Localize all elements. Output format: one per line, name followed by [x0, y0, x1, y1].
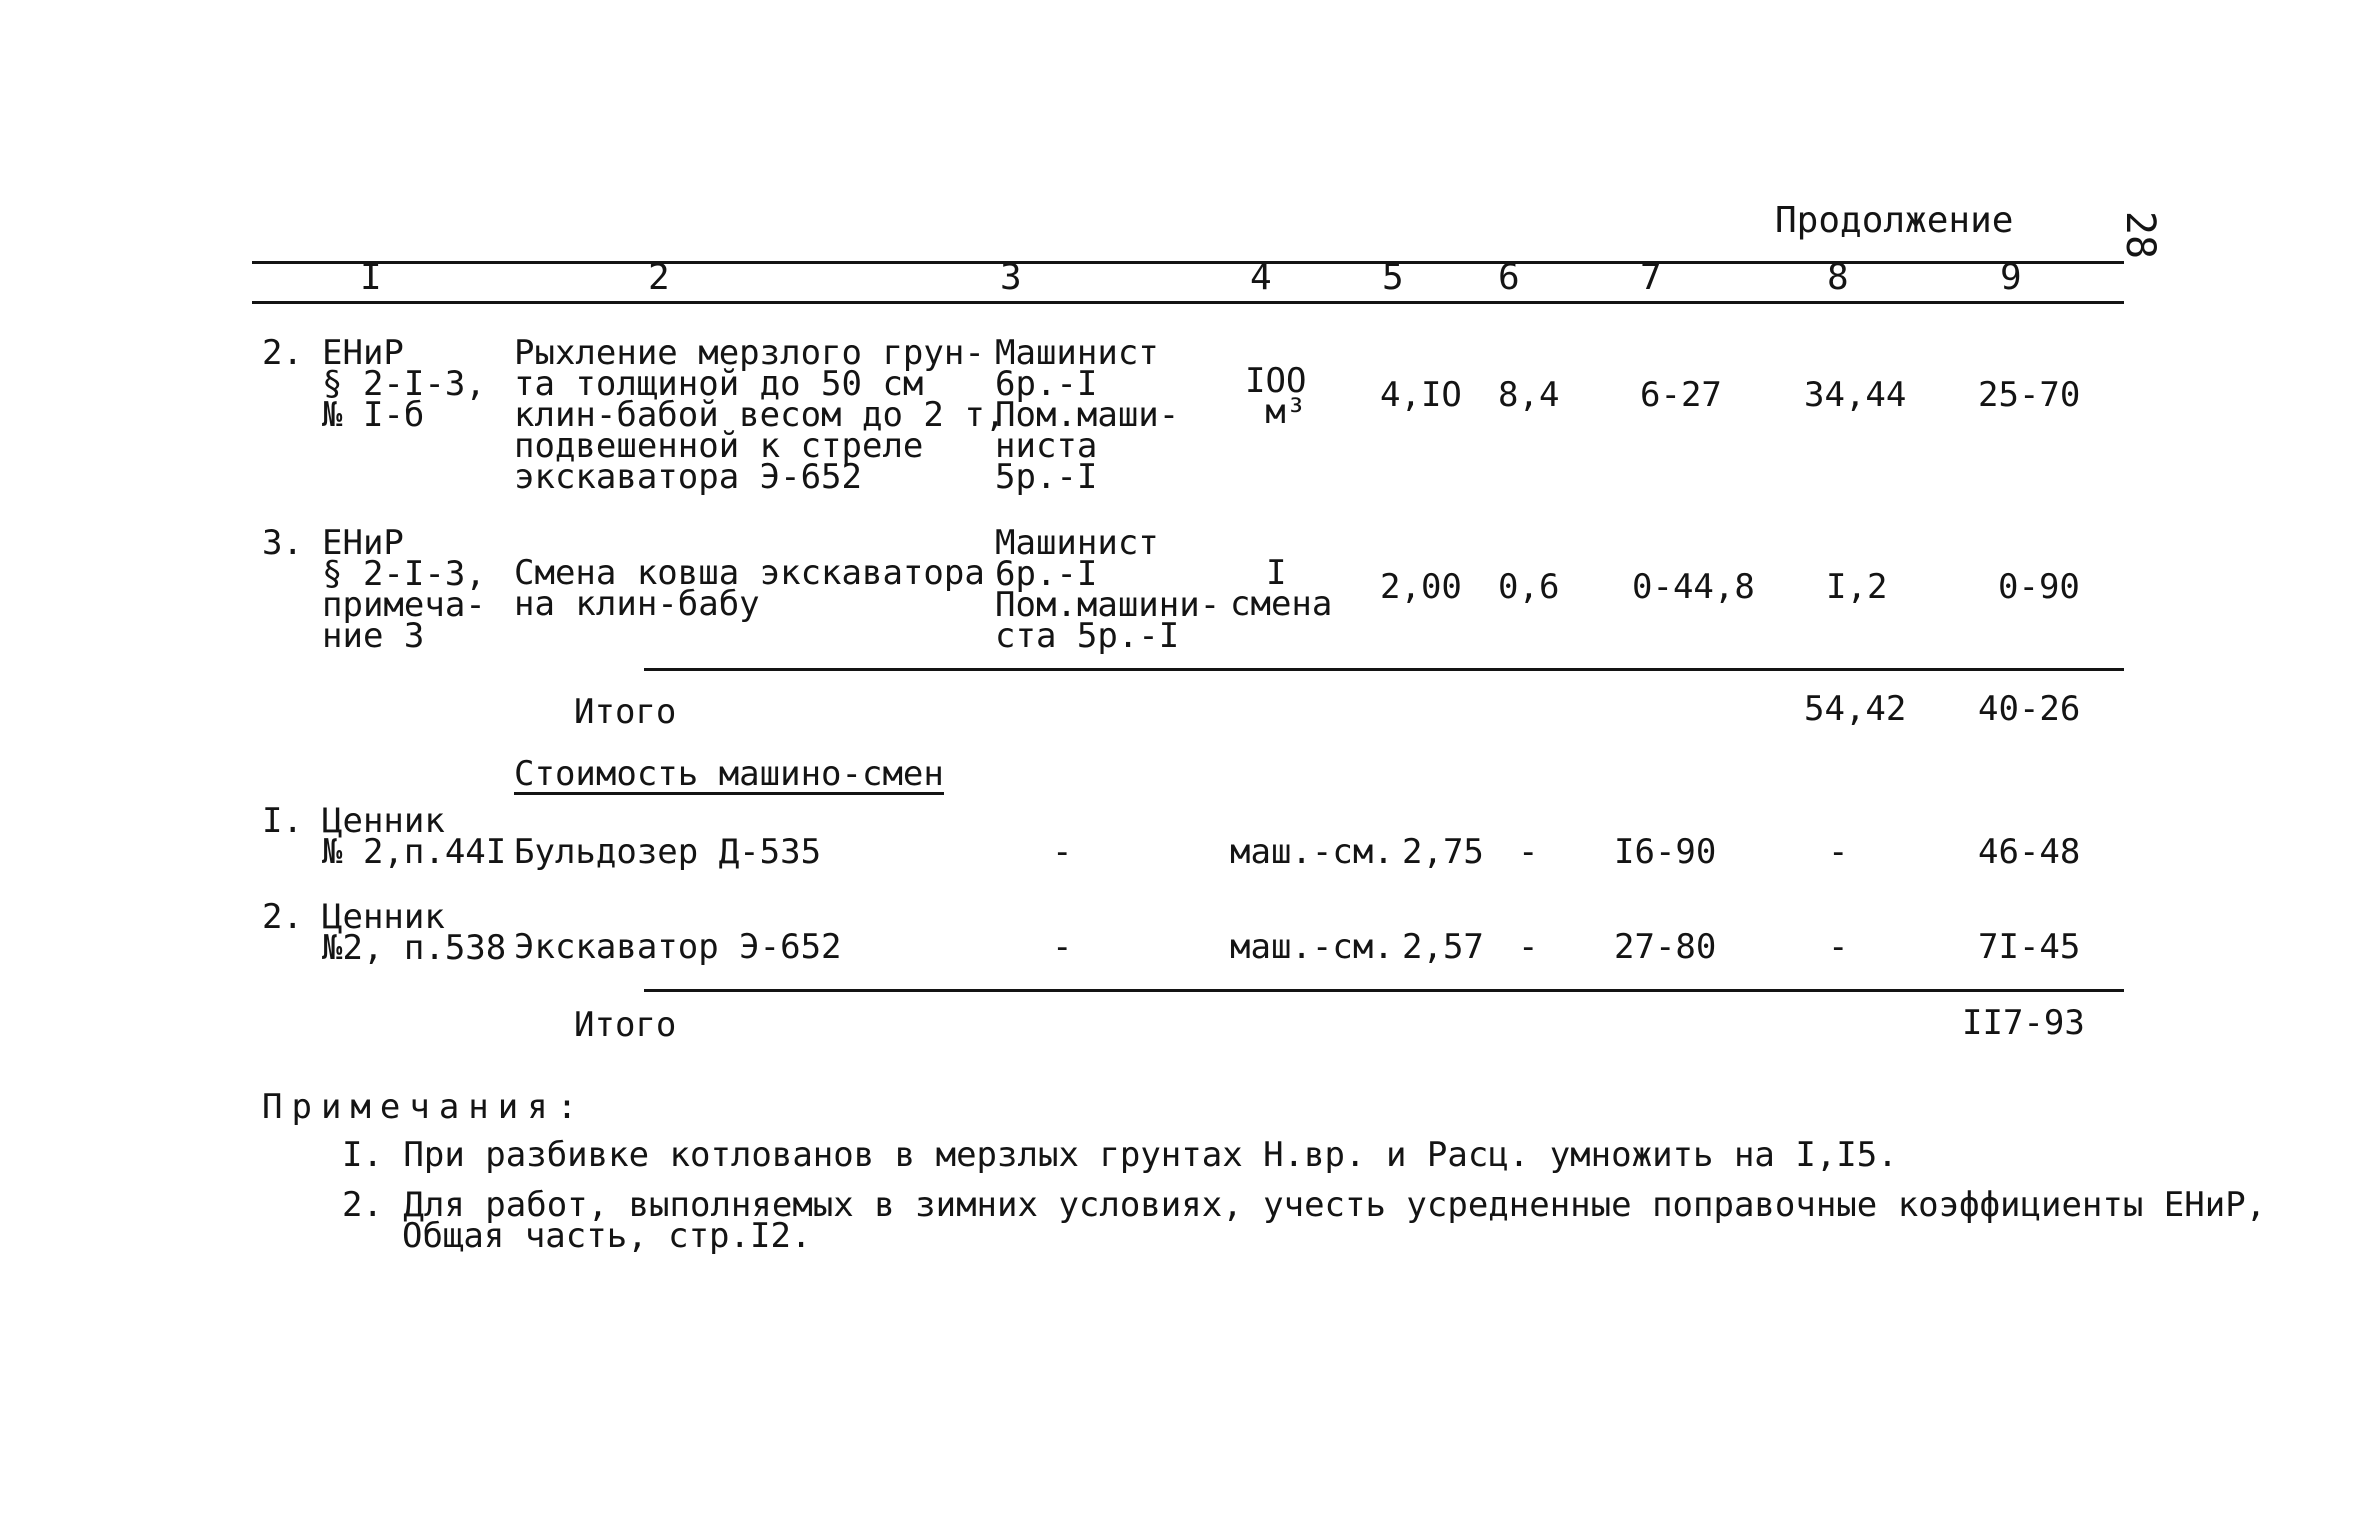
- row-number: 2.: [262, 897, 303, 937]
- page-number: 28: [2117, 210, 2163, 260]
- row-col5: 2,00: [1380, 567, 1462, 607]
- row-unit: маш.-см.: [1230, 832, 1394, 872]
- row-col5: 2,75: [1402, 832, 1484, 872]
- row-col5: 2,57: [1402, 927, 1484, 967]
- col-header-5: 5: [1382, 257, 1404, 298]
- row-col5: 4,IO: [1380, 375, 1462, 415]
- row-unit: I смена: [1230, 553, 1333, 624]
- row-number: 2.: [262, 333, 303, 373]
- col-header-4: 4: [1250, 257, 1272, 298]
- row-reference: Ценник №2, п.538: [322, 897, 507, 968]
- row-col8: I,2: [1826, 567, 1888, 607]
- subtotal-col9: II7-93: [1962, 1003, 2085, 1043]
- notes-title: Примечания:: [262, 1087, 587, 1127]
- col-header-9: 9: [2000, 257, 2022, 298]
- row-col9: 0-90: [1998, 567, 2080, 607]
- row-unit: маш.-см.: [1230, 927, 1394, 967]
- row-col7: I6-90: [1614, 832, 1717, 872]
- row-col8: 34,44: [1804, 375, 1907, 415]
- row-col9: 46-48: [1978, 832, 2081, 872]
- col-header-7: 7: [1640, 257, 1662, 298]
- row-work-description: Рыхление мерзлого грун- та толщиной до 50 см клин-бабой весом до 2 т, подвешенной к стреле экскаватора Э-652: [514, 333, 1006, 497]
- row-crew: Машинист 6р.-I Пом.маши- ниста 5р.-I: [995, 333, 1180, 497]
- row-col9: 7I-45: [1978, 927, 2081, 967]
- col-header-3: 3: [1000, 257, 1022, 298]
- col-header-6: 6: [1498, 257, 1520, 298]
- row-col7: 27-80: [1614, 927, 1717, 967]
- note-item: I. При разбивке котлованов в мерзлых грунтах Н.вр. и Расц. умножить на I,I5.: [342, 1135, 1898, 1175]
- row-machine-name: Бульдозер Д-535: [514, 832, 822, 872]
- row-number: 3.: [262, 523, 303, 563]
- section-title: Стоимость машино-смен: [514, 754, 944, 794]
- row-work-description: Смена ковша экскаватора на клин-бабу: [514, 553, 985, 624]
- row-col6: -: [1518, 832, 1539, 872]
- table-header-rule: [252, 301, 2124, 304]
- row-col8: -: [1828, 832, 1849, 872]
- row-col6: 8,4: [1498, 375, 1560, 415]
- row-col7: 6-27: [1640, 375, 1722, 415]
- note-item: 2. Для работ, выполняемых в зимних условиях, учесть усредненные поправочные коэффициенты ЕНиР, Общая часть, стр.I2.: [342, 1185, 2267, 1256]
- continuation-label: Продолжение: [1775, 200, 2014, 241]
- col-header-2: 2: [648, 257, 670, 298]
- subtotal-rule: [644, 989, 2124, 992]
- row-col9: 25-70: [1978, 375, 2081, 415]
- row-reference: ЕНиР § 2-I-3, примеча- ние 3: [322, 523, 486, 656]
- row-number: I.: [262, 801, 303, 841]
- subtotal-rule: [644, 668, 2124, 671]
- row-reference: Ценник № 2,п.44I: [322, 801, 507, 872]
- row-crew: Машинист 6р.-I Пом.машини- ста 5р.-I: [995, 523, 1221, 656]
- row-col6: -: [1518, 927, 1539, 967]
- row-col6: 0,6: [1498, 567, 1560, 607]
- row-unit: IOO м³: [1245, 361, 1307, 432]
- row-col8: -: [1828, 927, 1849, 967]
- subtotal-label: Итого: [574, 1005, 677, 1045]
- row-col7: 0-44,8: [1632, 567, 1755, 607]
- row-reference: ЕНиР § 2-I-3, № I-б: [322, 333, 486, 435]
- subtotal-col8: 54,42: [1804, 689, 1907, 729]
- row-col3: -: [1052, 927, 1073, 967]
- col-header-8: 8: [1827, 257, 1849, 298]
- subtotal-label: Итого: [574, 692, 677, 732]
- row-machine-name: Экскаватор Э-652: [514, 927, 842, 967]
- col-header-1: I: [360, 257, 382, 298]
- subtotal-col9: 40-26: [1978, 689, 2081, 729]
- row-col3: -: [1052, 832, 1073, 872]
